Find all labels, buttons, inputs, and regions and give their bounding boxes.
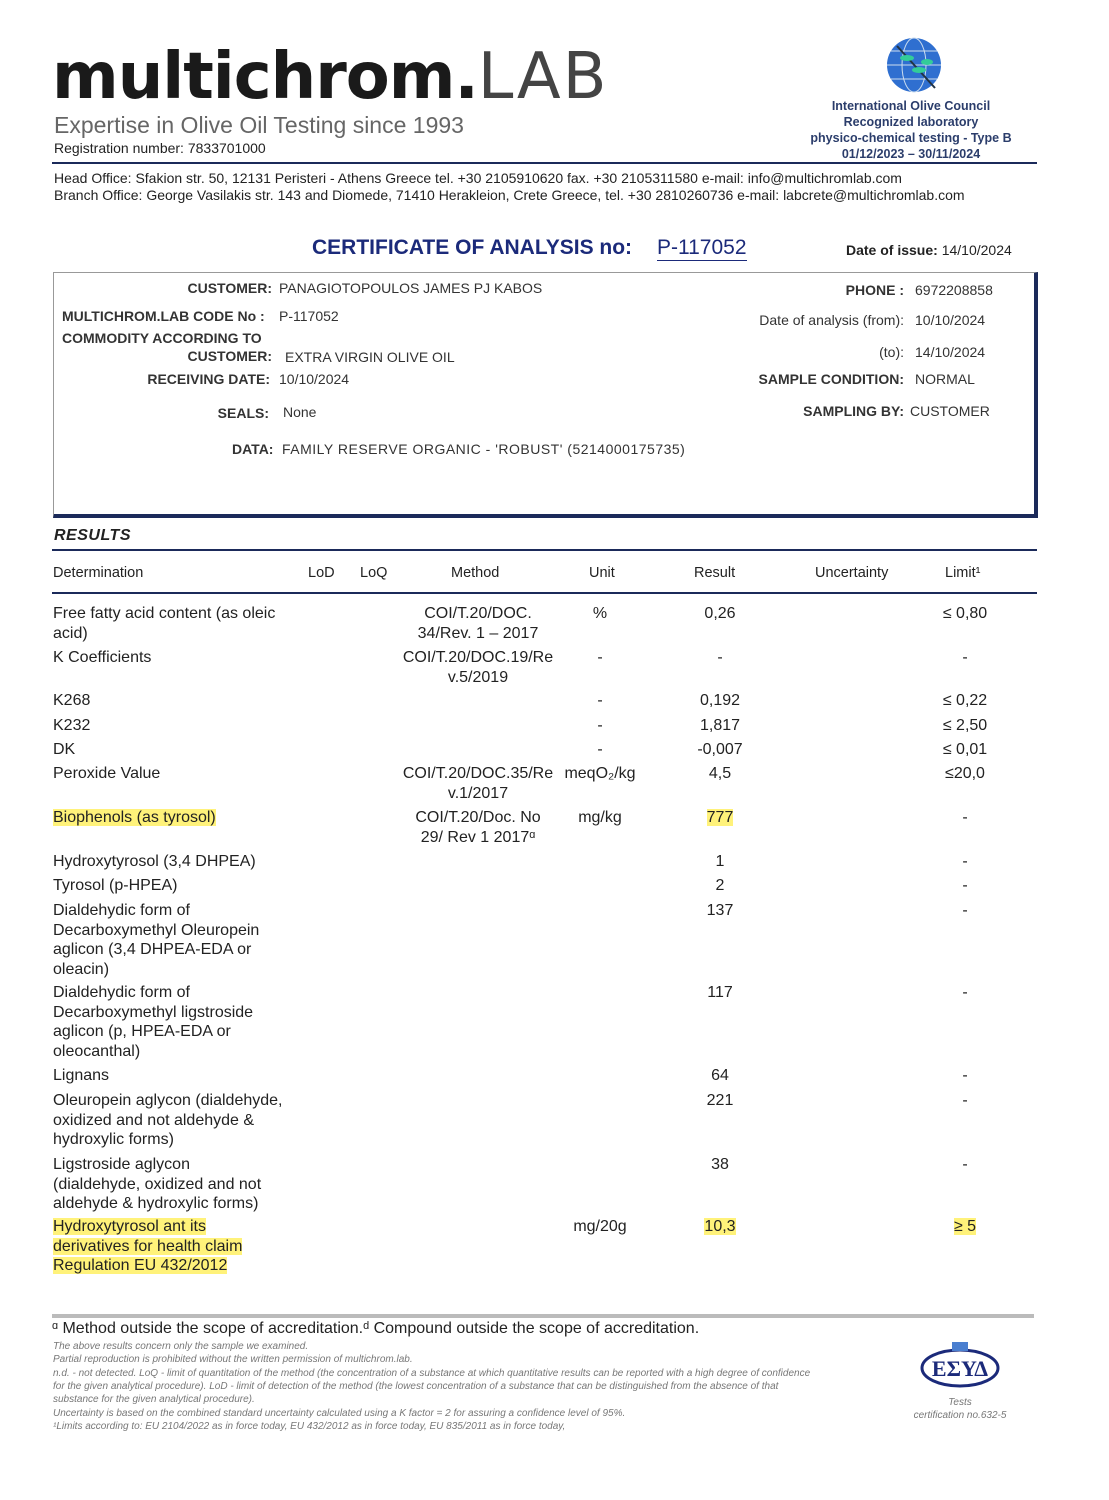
- determination-cell: Hydroxytyrosol (3,4 DHPEA): [53, 853, 256, 870]
- limit-cell: ≤ 2,50: [942, 717, 988, 734]
- result-cell: 1: [715, 853, 725, 870]
- analysis-to-value: 14/10/2024: [915, 344, 986, 360]
- footnote: Uncertainty is based on the combined standard uncertainty calculated using a K factor = 2 for assuring a confidence level of 95%.: [53, 1407, 626, 1419]
- receiving-date-value: 10/10/2024: [279, 371, 350, 387]
- head-office: Head Office: Sfakion str. 50, 12131 Peristeri - Athens Greece tel. +30 2105910620 fax. +30 2105311580 e-mail: info@multichromlab.com: [54, 170, 902, 186]
- method-cell: COI/T.20/Doc. No 29/ Rev 1 2017ᵅ: [415, 809, 541, 846]
- limit-cell: ≤ 0,80: [942, 605, 988, 622]
- date-of-issue: Date of issue: 14/10/2024: [846, 242, 1012, 258]
- determination-cell: K232: [53, 717, 91, 734]
- ioc-globe-icon: [885, 36, 943, 94]
- customer-value: PANAGIOTOPOULOS JAMES PJ KABOS: [279, 280, 543, 296]
- result-cell: 64: [711, 1067, 729, 1084]
- footnote: substance for the given analytical procedure).: [53, 1394, 255, 1406]
- unit-cell: mg/kg: [578, 809, 622, 826]
- divider: [52, 162, 1037, 164]
- accreditation-note: ᵅ Method outside the scope of accreditation.ᵈ Compound outside the scope of accreditation.: [52, 1320, 700, 1337]
- limit-cell: ≤ 0,22: [942, 692, 988, 709]
- lab-logo: multichrom.LAB: [52, 40, 609, 114]
- sampling-label: SAMPLING BY:: [803, 403, 904, 419]
- tagline: Expertise in Olive Oil Testing since 1993: [54, 112, 464, 138]
- seals-label: SEALS:: [217, 405, 269, 421]
- col-uncertainty: Uncertainty: [815, 565, 889, 581]
- result-cell: 10,3: [704, 1218, 736, 1235]
- unit-cell: mg/20g: [573, 1218, 627, 1235]
- determination-cell: Peroxide Value: [53, 765, 161, 782]
- analysis-to-label: (to):: [879, 344, 904, 360]
- result-cell: 137: [706, 902, 734, 919]
- limit-cell: ≤20,0: [945, 765, 985, 782]
- code-value: P-117052: [279, 308, 339, 324]
- svg-text:ΕΣΥΔ: ΕΣΥΔ: [931, 1356, 989, 1381]
- divider: [52, 592, 1037, 594]
- result-cell: 117: [707, 984, 733, 1001]
- commodity-label: COMMODITY ACCORDING TO: [62, 330, 262, 346]
- customer-label: CUSTOMER:: [187, 280, 272, 296]
- footnote: for the given analytical procedure). LoD - limit of detection of the method (the lowest concentration of a substance that can be distinguished from the absence of that: [53, 1380, 779, 1392]
- result-cell: -0,007: [697, 741, 743, 758]
- result-cell: 4,5: [708, 765, 732, 782]
- code-label: MULTICHROM.LAB CODE No :: [62, 308, 265, 324]
- phone-label: PHONE :: [845, 282, 904, 298]
- limit-cell: -: [962, 1156, 968, 1173]
- determination-cell: DK: [53, 741, 76, 758]
- limit-cell: ≥ 5: [953, 1218, 977, 1235]
- col-lod: LoD: [308, 565, 335, 581]
- condition-label: SAMPLE CONDITION:: [758, 371, 904, 387]
- sampling-value: CUSTOMER: [910, 403, 990, 419]
- unit-cell: %: [592, 605, 608, 622]
- esyd-logo: [918, 1342, 1002, 1390]
- determination-cell: Dialdehydic form of Decarboxymethyl Oleuropein aglicon (3,4 DHPEA-EDA or oleacin): [53, 902, 260, 978]
- determination-cell: Lignans: [53, 1067, 110, 1084]
- col-loq: LoQ: [360, 565, 388, 581]
- limit-cell: -: [962, 809, 968, 826]
- result-cell: 2: [715, 877, 725, 894]
- registration-number: Registration number: 7833701000: [54, 140, 266, 156]
- branch-office: Branch Office: George Vasilakis str. 143 and Diomede, 71410 Herakleion, Crete Greece, tel. +30 2810260736 e-mail: labcrete@multichromlab.com: [54, 187, 965, 203]
- seals-value: None: [283, 404, 317, 420]
- divider: [52, 549, 1037, 551]
- receiving-date-label: RECEIVING DATE:: [147, 371, 270, 387]
- result-cell: -: [717, 649, 723, 666]
- footnote: The above results concern only the sample we examined.: [53, 1341, 309, 1352]
- data-value: FAMILY RESERVE ORGANIC - 'ROBUST' (5214000175735): [282, 441, 686, 457]
- commodity-label-2: CUSTOMER:: [187, 348, 272, 364]
- limit-cell: -: [962, 902, 968, 919]
- determination-cell: Oleuropein aglycon (dialdehyde, oxidized and not aldehyde & hydroxylic forms): [53, 1092, 283, 1148]
- determination-cell: K Coefficients: [53, 649, 152, 666]
- commodity-value: EXTRA VIRGIN OLIVE OIL: [285, 349, 455, 365]
- unit-cell: -: [597, 717, 603, 734]
- certificate-number: P-117052: [657, 236, 747, 259]
- unit-cell: -: [597, 692, 603, 709]
- method-cell: COI/T.20/DOC. 34/Rev. 1 – 2017: [417, 605, 539, 642]
- determination-cell: Hydroxytyrosol ant its derivatives for health claim Regulation EU 432/2012: [53, 1218, 243, 1274]
- certificate-title: CERTIFICATE OF ANALYSIS no:: [312, 236, 633, 259]
- analysis-from-value: 10/10/2024: [915, 312, 986, 328]
- phone-value: 6972208858: [915, 282, 993, 298]
- col-result: Result: [694, 565, 736, 581]
- footnote: Partial reproduction is prohibited without the written permission of multichrom.lab.: [53, 1354, 413, 1366]
- col-determination: Determination: [53, 565, 144, 581]
- result-cell: 777: [706, 809, 734, 826]
- unit-cell: meqO₂/kg: [564, 765, 636, 782]
- unit-cell: -: [597, 741, 603, 758]
- determination-cell: Tyrosol (p-HPEA): [53, 877, 178, 894]
- analysis-from-label: Date of analysis (from):: [759, 312, 904, 328]
- limit-cell: -: [962, 1067, 968, 1084]
- col-method: Method: [451, 565, 500, 581]
- result-cell: 221: [706, 1092, 734, 1109]
- limit-cell: -: [962, 984, 968, 1001]
- data-label: DATA:: [232, 441, 274, 457]
- determination-cell: K268: [53, 692, 91, 709]
- method-cell: COI/T.20/DOC.35/Re v.1/2017: [402, 765, 554, 802]
- condition-value: NORMAL: [915, 371, 975, 387]
- unit-cell: -: [597, 649, 603, 666]
- limit-cell: -: [962, 877, 968, 894]
- ioc-recognition: International Olive Council Recognized laboratory physico-chemical testing - Type B 01/12/2023 – 30/11/2024: [810, 99, 1012, 161]
- determination-cell: Ligstroside aglycon (dialdehyde, oxidized and not aldehyde & hydroxylic forms): [53, 1156, 262, 1212]
- limit-cell: -: [962, 1092, 968, 1109]
- limit-cell: ≤ 0,01: [942, 741, 988, 758]
- col-unit: Unit: [589, 565, 615, 581]
- determination-cell: Dialdehydic form of Decarboxymethyl ligstroside aglicon (p, HPEA-EDA or oleocanthal): [53, 984, 254, 1060]
- results-heading: RESULTS: [54, 527, 131, 544]
- determination-cell: Biophenols (as tyrosol): [53, 809, 216, 826]
- result-cell: 0,26: [704, 605, 736, 622]
- result-cell: 1,817: [699, 717, 741, 734]
- col-limit: Limit¹: [945, 565, 981, 581]
- esyd-certification: Tests certification no.632-5: [913, 1397, 1007, 1421]
- result-cell: 38: [711, 1156, 729, 1173]
- result-cell: 0,192: [699, 692, 741, 709]
- divider: [52, 1314, 1034, 1318]
- footnote: ¹Limits according to: EU 2104/2022 as in force today, EU 432/2012 as in force today, EU 835/2011 as in force today,: [53, 1420, 566, 1432]
- method-cell: COI/T.20/DOC.19/Re v.5/2019: [402, 649, 554, 686]
- determination-cell: Free fatty acid content (as oleic acid): [53, 605, 276, 642]
- limit-cell: -: [962, 649, 968, 666]
- limit-cell: -: [962, 853, 968, 870]
- footnote: n.d. - not detected. LoQ - limit of quantitation of the method (the concentration of a substance at which quantitative results can be reported with a high degree of confidence: [53, 1367, 811, 1379]
